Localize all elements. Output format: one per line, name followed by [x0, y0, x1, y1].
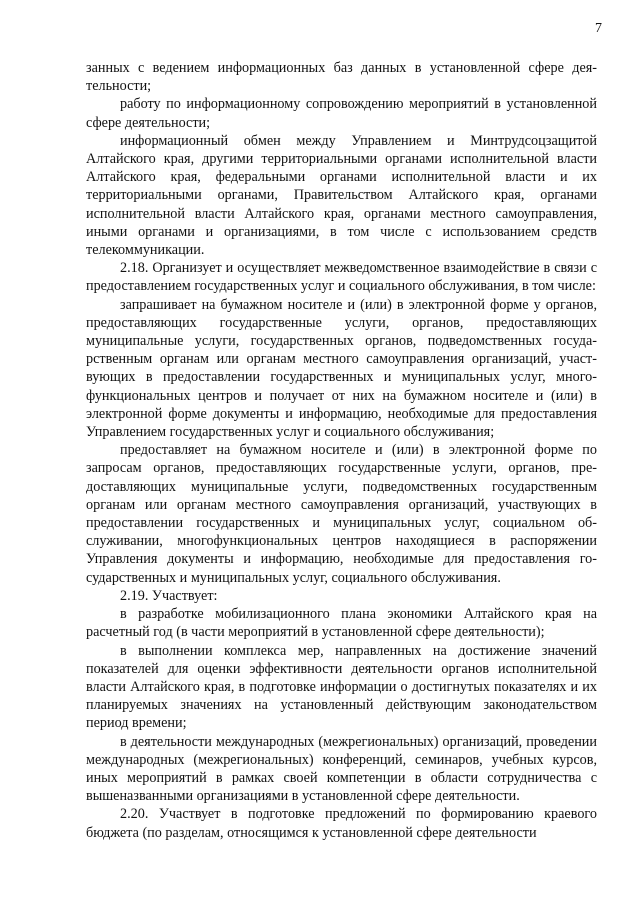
paragraph-2-20: 2.20. Участвует в подготовке предложений по формированию краевого бюджета (по разделам, относящимся к установленной сфере деятельности — [86, 806, 597, 841]
page-number: 7 — [595, 21, 602, 36]
paragraph-provides: предоставляет на бумажном носителе и (или) в электронной форме по запросам органов, предоставляющих государственные услуги, органов, предоставляющих муниципальные услуги, подведомственных государственным органам или органам местного самоуправления организаций, участвующих в предоставлении государственных и муниципальных услуг, социальном обслуживании, многофункциональных центров находящиеся в распоряжении Управления документы и информацию, необходимые для предоставления государственных и муниципальных услуг, социального обслуживания. — [86, 442, 597, 586]
paragraph-info-exchange: информационный обмен между Управлением и Минтрудсоцзащитой Алтайского края, другими территориальными органами исполнительной власти Алтайского края, федеральными органами исполнительной власти и их территориальными органами, Правительством Алтайского края, органами исполнительной власти Алтайского края, органами местного самоуправления, иными органами и организациями, в том числе с использованием средств телекоммуникации. — [86, 132, 597, 259]
paragraph-2-18: 2.18. Организует и осуществляет межведомственное взаимодействие в связи с предоставлением государственных услуг и социального обслуживания, в том числе: — [86, 260, 597, 295]
paragraph-performance-measures: в выполнении комплекса мер, направленных на достижение значений показателей для оценки эффективности деятельности органов исполнительной власти Алтайского края, в подготовке информации о достигнутых показателях и их планируемых значениях на установленный действующим законодательством период времени; — [86, 642, 597, 732]
paragraph-international: в деятельности международных (межрегиональных) организаций, проведении международных (межрегиональных) конференций, семинаров, учебных курсов, иных мероприятий в рамках своей компетенции в области сотрудничества с вышеназванными организациями в установленной сфере деятельности. — [86, 733, 597, 805]
paragraph-requests: запрашивает на бумажном носителе и (или) в электронной форме у органов, предоставляющих государственные услуги, органов, предоставляющих муниципальные услуги, государственных органов, подведомственных государственным органам или органам местного самоуправления организаций, участвующих в предоставлении государственных и муниципальных услуг, многофункциональных центров и получает от них на бумажном носителе и (или) в электронной форме документы и информацию, необходимые для предоставления Управлением государственных услуг и социального обслуживания; — [86, 296, 597, 441]
paragraph-2-19: 2.19. Участвует: — [120, 587, 218, 604]
document-body — [86, 59, 597, 842]
paragraph-info-support: работу по информационному сопровождению мероприятий в установленной сфере деятельности; — [86, 96, 597, 131]
paragraph-continued: занных с ведением информационных баз данных в установленной сфере деятельности; — [86, 60, 597, 95]
paragraph-mobilization-plan: в разработке мобилизационного плана экономики Алтайского края на расчетный год (в части мероприятий в установленной сфере деятельности); — [86, 606, 597, 641]
